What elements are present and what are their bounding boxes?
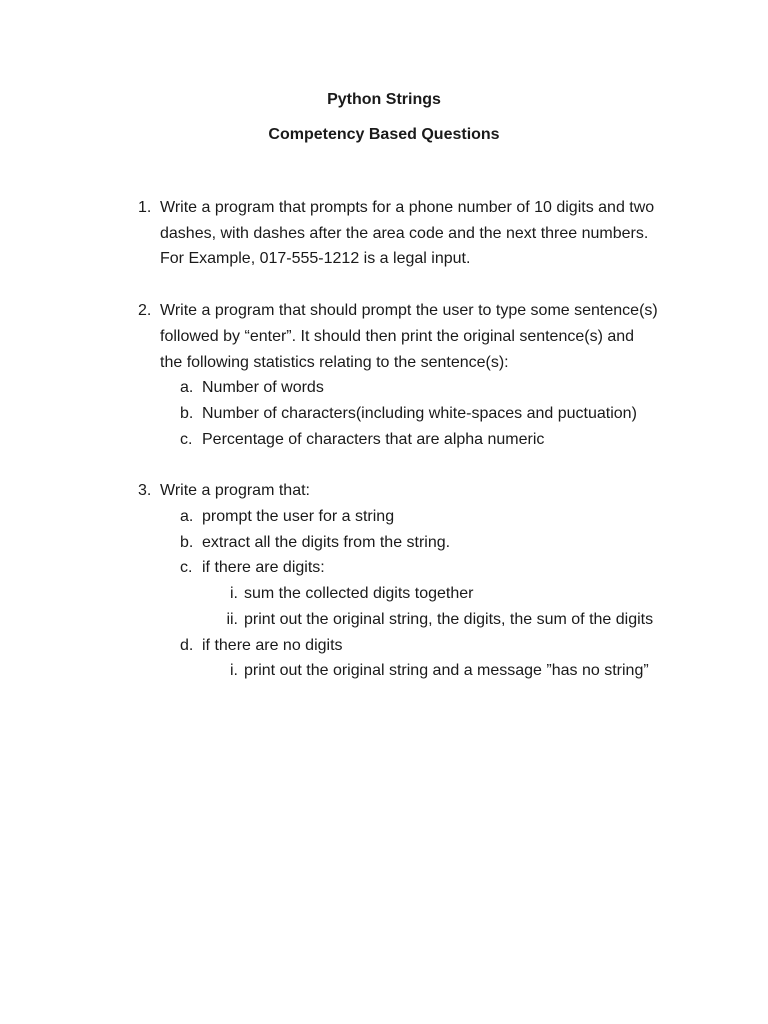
list-item	[138, 401, 658, 427]
question-2	[138, 298, 658, 452]
list-subitem	[138, 607, 658, 633]
list-item-label: d.	[180, 636, 194, 654]
document-subtitle: Competency Based Questions	[268, 126, 500, 143]
list-item-text: Number of words	[202, 379, 324, 397]
list-item-text: Percentage of characters that are alpha numeric	[202, 430, 545, 448]
question-list	[138, 195, 658, 710]
list-item	[138, 530, 658, 556]
list-item-text: print out the original string, the digits, the sum of the digits	[244, 610, 654, 628]
list-item-label: c.	[180, 430, 193, 448]
question-1	[138, 195, 658, 272]
question-text: Write a program that should prompt the user to type some sentence(s) followed by “enter”. It should then print the original sentence(s) and the following statistics relating to the sentence(s):	[160, 302, 658, 371]
list-item-text: Number of characters(including white-spaces and puctuation)	[202, 404, 637, 422]
list-item-label: c.	[180, 559, 193, 577]
list-item	[138, 504, 658, 530]
list-item-text: print out the original string and a message ”has no string”	[244, 662, 649, 680]
list-item	[138, 427, 658, 453]
question-3	[138, 478, 658, 684]
list-item-label: a.	[180, 508, 194, 526]
list-subitem	[138, 658, 658, 684]
list-item-label: ii.	[226, 610, 238, 628]
list-item-label: b.	[180, 533, 194, 551]
list-item	[138, 375, 658, 401]
question-number: 3.	[138, 482, 152, 500]
list-item-label: a.	[180, 379, 194, 397]
list-item-text: if there are digits:	[202, 559, 325, 577]
list-item-text: if there are no digits	[202, 636, 343, 654]
question-number: 1.	[138, 199, 152, 216]
list-item	[138, 633, 658, 659]
document-title: Python Strings	[327, 91, 441, 108]
list-item-label: i.	[230, 585, 238, 603]
question-text: Write a program that:	[160, 482, 310, 500]
question-number: 2.	[138, 302, 152, 320]
list-subitem	[138, 581, 658, 607]
question-text: Write a program that prompts for a phone number of 10 digits and two dashes, with dashes after the area code and the next three numbers. For Example, 017-555-1212 is a legal input.	[160, 199, 655, 268]
list-item-label: i.	[230, 662, 238, 680]
list-item-text: sum the collected digits together	[244, 585, 474, 603]
list-item-label: b.	[180, 404, 194, 422]
list-item-text: extract all the digits from the string.	[202, 533, 451, 551]
list-item-text: prompt the user for a string	[202, 508, 395, 526]
list-item	[138, 555, 658, 581]
